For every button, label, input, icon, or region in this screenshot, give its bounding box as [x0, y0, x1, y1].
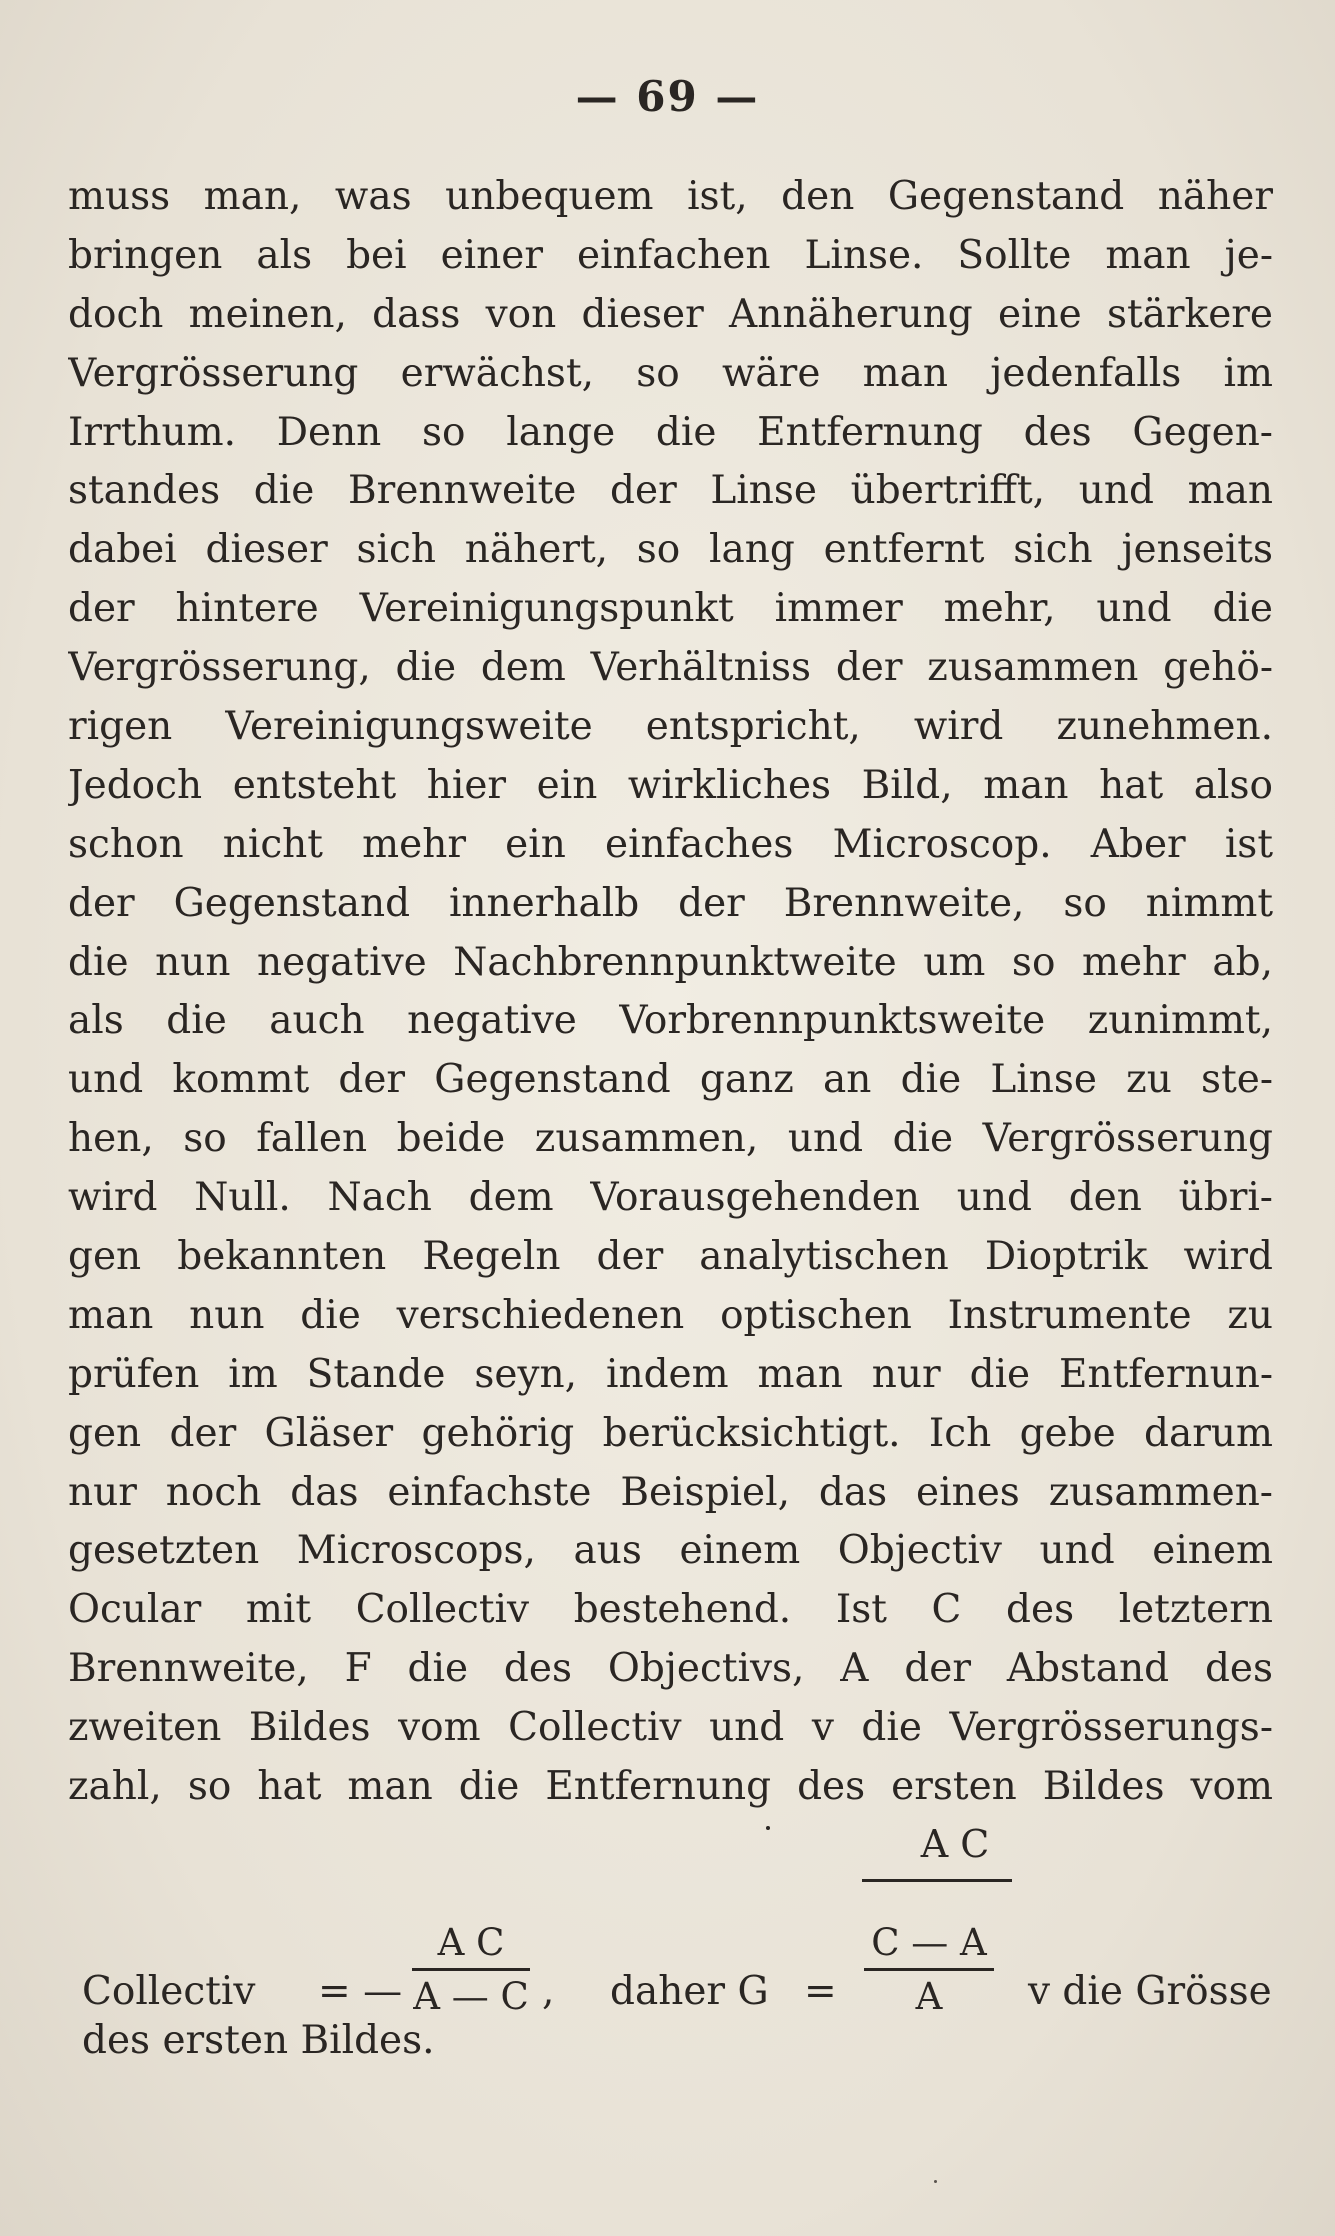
text-line: und kommt der Gegenstand ganz an die Linse zu ste-	[68, 1057, 1273, 1103]
page-number: — 69 —	[575, 72, 760, 121]
text-line: man nun die verschiedenen optischen Instrumente zu	[68, 1292, 1273, 1338]
formula-collectiv-label: Collectiv	[82, 1969, 256, 2014]
text-line: schon nicht mehr ein einfaches Microscop. Aber ist	[68, 821, 1273, 867]
text-line: zahl, so hat man die Entfernung des ersten Bildes vom	[68, 1764, 1273, 1810]
text-line: muss man, was unbequem ist, den Gegenstand näher	[68, 174, 1273, 219]
text-line: Vergrösserung, die dem Verhältniss der zusammen gehö-	[68, 645, 1273, 691]
text-line: der hintere Vereinigungspunkt immer mehr, und die	[68, 586, 1273, 632]
text-line: gesetzten Microscops, aus einem Objectiv und einem	[68, 1528, 1273, 1574]
formula-equals: =	[804, 1969, 837, 2014]
text-line: die nun negative Nachbrennpunktweite um so mehr ab,	[68, 939, 1273, 985]
formula-equals-minus: = —	[318, 1969, 403, 2014]
text-line: zweiten Bildes vom Collectiv und v die Vergrösserungs-	[68, 1705, 1273, 1751]
text-line: der Gegenstand innerhalb der Brennweite, so nimmt	[68, 880, 1273, 926]
ink-speck	[934, 2180, 937, 2183]
formula-big-fraction-bar	[862, 1879, 1012, 1882]
closing-line: des ersten Bildes.	[82, 2018, 435, 2063]
formula-comma: ,	[542, 1969, 555, 2014]
text-line: Jedoch entsteht hier ein wirkliches Bild, man hat also	[68, 762, 1273, 808]
formula-fraction-2-numerator: C — A	[864, 1921, 994, 1971]
text-line: gen der Gläser gehörig berücksichtigt. Ich gebe darum	[68, 1410, 1273, 1456]
formula-fraction-1-denominator: A — C	[413, 1975, 529, 2018]
formula-big-numerator: A C	[920, 1822, 990, 1866]
text-line: bringen als bei einer einfachen Linse. Sollte man je-	[68, 232, 1273, 278]
text-line: gen bekannten Regeln der analytischen Dioptrik wird	[68, 1234, 1273, 1280]
ink-speck	[766, 1826, 770, 1830]
text-line: als die auch negative Vorbrennpunktsweite zunimmt,	[68, 998, 1273, 1044]
text-line: hen, so fallen beide zusammen, und die Vergrösserung	[68, 1116, 1273, 1162]
formula-fraction-2-denominator: A	[915, 1975, 943, 2018]
text-line: Vergrösserung erwächst, so wäre man jedenfalls im	[68, 350, 1273, 396]
body-text	[68, 168, 1273, 1817]
text-line: nur noch das einfachste Beispiel, das eines zusammen-	[68, 1469, 1273, 1515]
text-line: standes die Brennweite der Linse übertrifft, und man	[68, 468, 1273, 514]
text-line: wird Null. Nach dem Vorausgehenden und den übri-	[68, 1175, 1273, 1221]
formula-fraction-1	[412, 1921, 530, 2018]
formula-fraction-2	[864, 1921, 994, 2018]
text-line: rigen Vereinigungsweite entspricht, wird zunehmen.	[68, 704, 1273, 750]
text-line: Ocular mit Collectiv bestehend. Ist C des letztern	[68, 1587, 1273, 1633]
formula-fraction-1-numerator: A C	[412, 1921, 530, 1971]
text-line: Irrthum. Denn so lange die Entfernung des Gegen-	[68, 409, 1273, 455]
text-line: Brennweite, F die des Objectivs, A der Abstand des	[68, 1646, 1273, 1692]
text-line: prüfen im Stande seyn, indem man nur die Entfernun-	[68, 1351, 1273, 1397]
text-line: dabei dieser sich nähert, so lang entfernt sich jenseits	[68, 527, 1273, 573]
formula-tail: v die Grösse	[1028, 1969, 1272, 2014]
text-line: doch meinen, dass von dieser Annäherung eine stärkere	[68, 291, 1273, 337]
formula-daher: daher G	[610, 1969, 769, 2014]
